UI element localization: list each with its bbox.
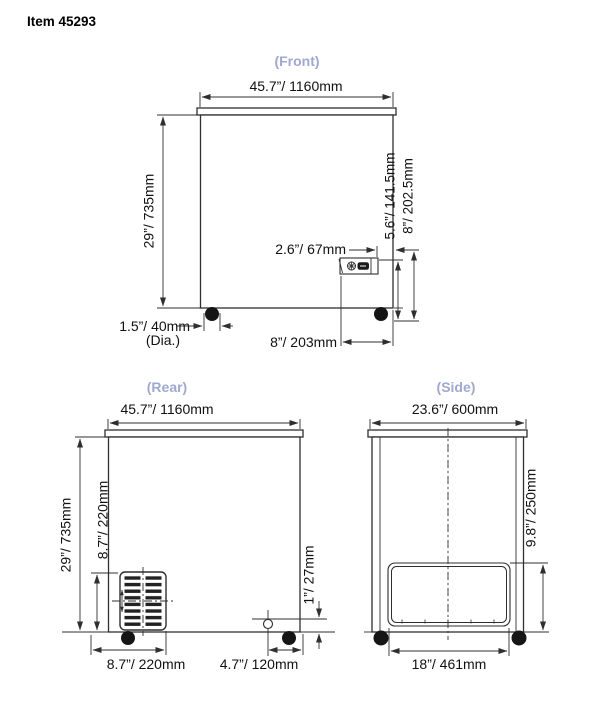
rear-view xyxy=(58,379,335,672)
side-view xyxy=(364,379,549,672)
front-view xyxy=(119,53,419,350)
front-height-dim-label: 29”/ 735mm xyxy=(140,173,157,249)
rear-width-dimension xyxy=(108,419,300,429)
panel-bottom-height-dim-label: 5.6”/ 141.5mm xyxy=(382,152,398,240)
drain-valve-icon xyxy=(348,262,356,270)
front-height-dimension xyxy=(157,115,197,306)
wheel-diameter-note: (Dia.) xyxy=(145,332,181,348)
recess-height-dim-label: 9.8”/ 250mm xyxy=(522,468,539,548)
item-number-label: Item 45293 xyxy=(27,14,97,29)
rear-height-dim-label: 29”/ 735mm xyxy=(57,497,74,573)
side-right-caster-wheel xyxy=(512,631,527,646)
drain-offset-dim-label: 4.7”/ 120mm xyxy=(219,656,299,672)
control-panel xyxy=(339,258,378,274)
rear-right-caster-wheel xyxy=(282,631,296,645)
rear-width-dim-label: 45.7”/ 1160mm xyxy=(120,401,214,417)
front-body xyxy=(201,115,394,308)
front-lid xyxy=(197,108,396,115)
panel-offset-dim-label: 8”/ 203mm xyxy=(270,334,337,350)
side-depth-dimension xyxy=(370,419,526,429)
panel-width-dim-label: 2.6”/ 67mm xyxy=(275,241,346,257)
front-right-caster-wheel xyxy=(374,307,388,321)
front-width-dimension xyxy=(200,92,393,107)
rear-left-caster-wheel xyxy=(121,631,135,645)
front-view-label: (Front) xyxy=(274,53,320,69)
power-plug-icon xyxy=(358,262,370,270)
wheel-diameter-dim-label: 1.5”/ 40mm xyxy=(119,318,190,334)
side-view-label: (Side) xyxy=(436,379,476,395)
side-lid xyxy=(368,430,527,437)
rear-view-label: (Rear) xyxy=(146,379,188,395)
drain-height-dim-label: 1”/ 27mm xyxy=(300,545,317,605)
front-left-caster-wheel xyxy=(205,307,219,321)
rear-lid xyxy=(105,430,303,437)
front-width-dim-label: 45.7”/ 1160mm xyxy=(249,78,343,94)
side-left-caster-wheel xyxy=(374,631,389,646)
vent-width-dim-label: 8.7”/ 220mm xyxy=(106,656,186,672)
side-depth-dim-label: 23.6”/ 600mm xyxy=(411,401,499,417)
base-width-dim-label: 18”/ 461mm xyxy=(411,656,487,672)
panel-top-height-dim-label: 8”/ 202.5mm xyxy=(400,158,416,234)
vent-height-dim-label: 8.7”/ 220mm xyxy=(94,480,111,560)
